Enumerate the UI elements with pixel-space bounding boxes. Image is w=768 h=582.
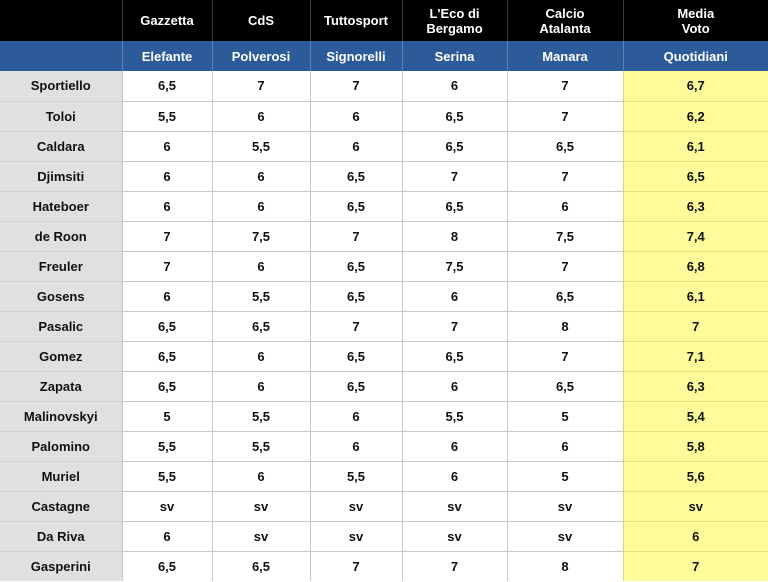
grade-cell: 7,5 <box>507 221 623 251</box>
grade-cell: 7 <box>212 71 310 101</box>
grade-cell: 6 <box>402 461 507 491</box>
col-header-cds: CdS <box>212 0 310 41</box>
player-name: Castagne <box>0 491 122 521</box>
grade-cell: 6 <box>212 251 310 281</box>
reporter-serina: Serina <box>402 41 507 71</box>
grade-cell: sv <box>212 521 310 551</box>
player-name: Gasperini <box>0 551 122 581</box>
grade-cell: 7 <box>402 551 507 581</box>
grade-cell: 5,5 <box>212 131 310 161</box>
grade-cell: sv <box>122 491 212 521</box>
table-row <box>0 71 768 101</box>
grade-cell: sv <box>212 491 310 521</box>
grade-cell: 5,5 <box>122 101 212 131</box>
grade-cell: 6 <box>122 161 212 191</box>
grade-cell: sv <box>402 521 507 551</box>
average-grade-cell: 6,1 <box>623 281 768 311</box>
grade-cell: 8 <box>507 311 623 341</box>
grade-cell: 6,5 <box>122 551 212 581</box>
average-grade-cell: 6,3 <box>623 371 768 401</box>
grade-cell: sv <box>402 491 507 521</box>
grade-cell: 6 <box>212 461 310 491</box>
grade-cell: 6,5 <box>310 251 402 281</box>
player-name: Toloi <box>0 101 122 131</box>
average-grade-cell: 6,7 <box>623 71 768 101</box>
grade-cell: 6,5 <box>310 341 402 371</box>
grade-cell: 6,5 <box>310 161 402 191</box>
table-row <box>0 401 768 431</box>
grade-cell: 6,5 <box>402 131 507 161</box>
player-name: Palomino <box>0 431 122 461</box>
grade-cell: 5 <box>507 461 623 491</box>
grade-cell: 6,5 <box>212 551 310 581</box>
grade-cell: 6 <box>122 281 212 311</box>
grade-cell: 7,5 <box>212 221 310 251</box>
average-grade-cell: sv <box>623 491 768 521</box>
player-name: Zapata <box>0 371 122 401</box>
average-grade-cell: 7 <box>623 551 768 581</box>
reporter-quotidiani: Quotidiani <box>623 41 768 71</box>
grade-cell: 5,5 <box>212 401 310 431</box>
average-grade-cell: 6,3 <box>623 191 768 221</box>
grade-cell: 6,5 <box>122 371 212 401</box>
newspaper-header-row <box>0 0 768 41</box>
average-grade-cell: 6,8 <box>623 251 768 281</box>
col-header-calcio-atalanta: Calcio Atalanta <box>507 0 623 41</box>
grade-cell: 6,5 <box>507 281 623 311</box>
average-grade-cell: 5,6 <box>623 461 768 491</box>
reporter-manara: Manara <box>507 41 623 71</box>
grade-cell: 6 <box>212 371 310 401</box>
grade-cell: 6 <box>507 431 623 461</box>
grade-cell: 6,5 <box>122 341 212 371</box>
grade-cell: 5,5 <box>402 401 507 431</box>
average-grade-cell: 5,4 <box>623 401 768 431</box>
grade-cell: 7 <box>122 251 212 281</box>
table-row <box>0 251 768 281</box>
reporter-signorelli: Signorelli <box>310 41 402 71</box>
table-row <box>0 311 768 341</box>
grade-cell: 6 <box>310 101 402 131</box>
table-row <box>0 101 768 131</box>
table-row <box>0 281 768 311</box>
grade-cell: 7 <box>310 221 402 251</box>
grade-cell: 6,5 <box>402 101 507 131</box>
col-header-gazzetta: Gazzetta <box>122 0 212 41</box>
grade-cell: 7 <box>310 551 402 581</box>
table-row <box>0 191 768 221</box>
player-name: de Roon <box>0 221 122 251</box>
table-row <box>0 161 768 191</box>
grade-cell: 6 <box>402 371 507 401</box>
average-grade-cell: 5,8 <box>623 431 768 461</box>
grade-cell: sv <box>310 491 402 521</box>
grade-cell: 7,5 <box>402 251 507 281</box>
table-row <box>0 461 768 491</box>
grade-cell: 7 <box>507 161 623 191</box>
average-grade-cell: 6,2 <box>623 101 768 131</box>
grade-cell: 6,5 <box>310 191 402 221</box>
table-row <box>0 431 768 461</box>
grade-cell: 7 <box>507 71 623 101</box>
grade-cell: sv <box>310 521 402 551</box>
grade-cell: 5,5 <box>310 461 402 491</box>
player-name: Freuler <box>0 251 122 281</box>
grade-cell: 6 <box>212 341 310 371</box>
average-grade-cell: 7 <box>623 311 768 341</box>
grade-cell: 8 <box>507 551 623 581</box>
grade-cell: 6 <box>310 131 402 161</box>
table-row <box>0 371 768 401</box>
grade-cell: 6 <box>122 191 212 221</box>
table-row <box>0 491 768 521</box>
table-row <box>0 521 768 551</box>
grade-cell: 5 <box>122 401 212 431</box>
grade-cell: 7 <box>507 341 623 371</box>
table-row <box>0 221 768 251</box>
player-name: Malinovskyi <box>0 401 122 431</box>
grade-cell: 6,5 <box>402 191 507 221</box>
grade-cell: 6 <box>402 71 507 101</box>
header-corner-blue <box>0 41 122 71</box>
reporter-elefante: Elefante <box>122 41 212 71</box>
grade-cell: 8 <box>402 221 507 251</box>
average-grade-cell: 6 <box>623 521 768 551</box>
col-header-eco-di-bergamo: L'Eco di Bergamo <box>402 0 507 41</box>
grade-cell: 7 <box>402 161 507 191</box>
player-name: Gosens <box>0 281 122 311</box>
col-header-tuttosport: Tuttosport <box>310 0 402 41</box>
header-corner <box>0 0 122 41</box>
grade-cell: 6,5 <box>507 371 623 401</box>
player-name: Caldara <box>0 131 122 161</box>
grade-cell: 6,5 <box>310 371 402 401</box>
grade-cell: 6,5 <box>122 71 212 101</box>
grade-cell: 7 <box>310 311 402 341</box>
player-name: Hateboer <box>0 191 122 221</box>
grade-cell: 6,5 <box>310 281 402 311</box>
grade-cell: 6 <box>122 131 212 161</box>
average-grade-cell: 7,1 <box>623 341 768 371</box>
grade-cell: 6 <box>507 191 623 221</box>
grade-cell: 7 <box>507 251 623 281</box>
table-row <box>0 131 768 161</box>
table-row <box>0 341 768 371</box>
average-grade-cell: 7,4 <box>623 221 768 251</box>
average-grade-cell: 6,1 <box>623 131 768 161</box>
col-header-media-voto: Media Voto <box>623 0 768 41</box>
grade-cell: sv <box>507 491 623 521</box>
grade-cell: 6,5 <box>122 311 212 341</box>
grade-cell: 6 <box>310 401 402 431</box>
grade-cell: 6 <box>212 161 310 191</box>
grade-cell: 5,5 <box>122 461 212 491</box>
grade-cell: 5 <box>507 401 623 431</box>
table-row <box>0 551 768 581</box>
grade-cell: 6 <box>212 191 310 221</box>
player-name: Sportiello <box>0 71 122 101</box>
grade-cell: 6 <box>310 431 402 461</box>
grade-cell: 7 <box>310 71 402 101</box>
grade-cell: 7 <box>507 101 623 131</box>
grade-cell: 5,5 <box>122 431 212 461</box>
player-name: Da Riva <box>0 521 122 551</box>
grade-cell: 5,5 <box>212 431 310 461</box>
grade-cell: 5,5 <box>212 281 310 311</box>
grade-cell: 6 <box>122 521 212 551</box>
ratings-body <box>0 71 768 581</box>
grade-cell: 6,5 <box>507 131 623 161</box>
reporter-header-row <box>0 41 768 71</box>
grade-cell: 6,5 <box>402 341 507 371</box>
player-name: Djimsiti <box>0 161 122 191</box>
player-name: Pasalic <box>0 311 122 341</box>
grade-cell: 7 <box>402 311 507 341</box>
player-name: Muriel <box>0 461 122 491</box>
reporter-polverosi: Polverosi <box>212 41 310 71</box>
grade-cell: 6,5 <box>212 311 310 341</box>
grade-cell: 6 <box>402 281 507 311</box>
player-name: Gomez <box>0 341 122 371</box>
grade-cell: 7 <box>122 221 212 251</box>
grade-cell: 6 <box>402 431 507 461</box>
average-grade-cell: 6,5 <box>623 161 768 191</box>
grade-cell: sv <box>507 521 623 551</box>
grade-cell: 6 <box>212 101 310 131</box>
